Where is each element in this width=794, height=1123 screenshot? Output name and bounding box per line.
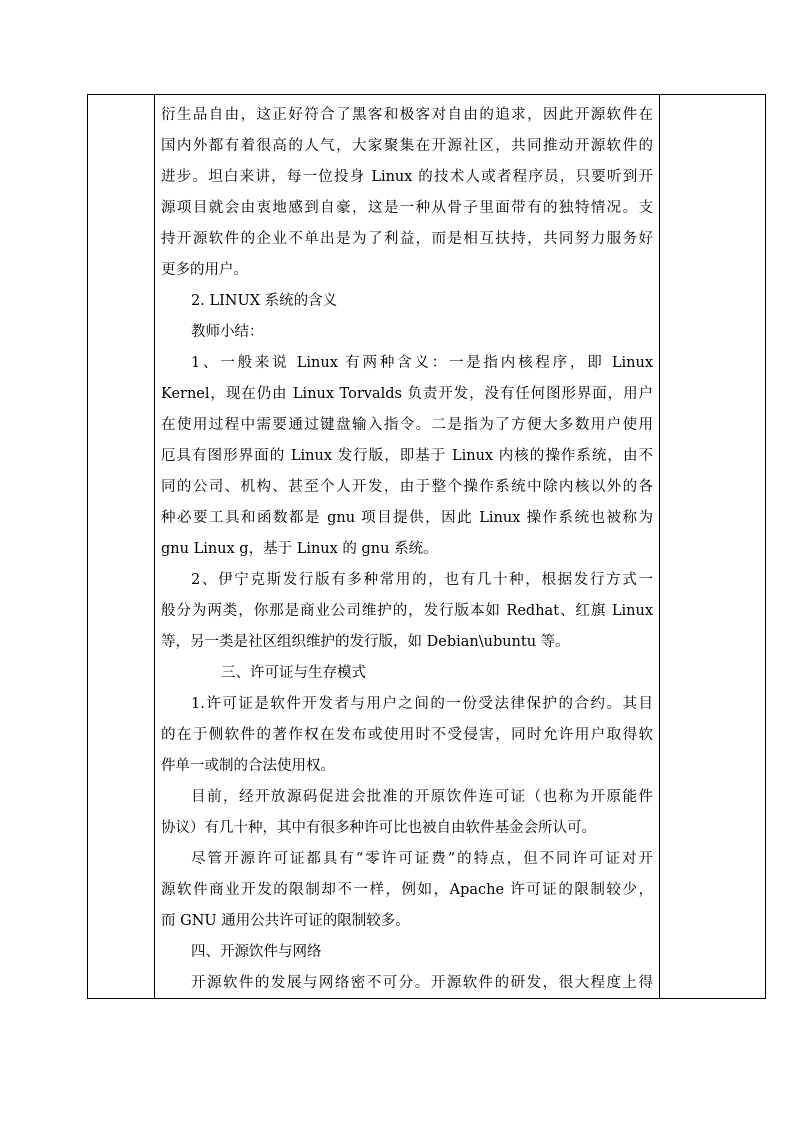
paragraph-line: 2、伊宁克斯发行版有多种常用的，也有几十种，根据发行方式一: [191, 572, 653, 588]
paragraph-line: 持开源软件的企业不单出是为了利益，而是相互扶持，共同努力服务好: [161, 231, 653, 247]
paragraph-line: 厄具有图形界面的 Linux 发行版，即基于 Linux 内核的操作系统，由不: [161, 448, 653, 464]
section-heading: 2. LINUX 系统的含义: [191, 293, 338, 309]
paragraph-line: 而 GNU 通用公共许可证的限制较多。: [161, 913, 410, 929]
paragraph-line: 源项目就会由衷地感到自豪，这是一种从骨子里面带有的独特情况。支: [161, 200, 653, 216]
paragraph-line: 衍生品自由，这正好符合了黑客和极客对自由的追求，因此开源软件在: [161, 107, 653, 123]
left-cell: [88, 95, 154, 998]
paragraph-line: 1.许可证是软件开发者与用户之间的一份受法律保护的合约。其目: [191, 696, 653, 712]
content-table: [87, 94, 766, 999]
paragraph-line: 等，另一类是社区组织维护的发行版，如 Debian\ubuntu 等。: [161, 634, 570, 650]
paragraph-line: 尽管开源许可证都具有“零许可证费”的特点，但不同许可证对开: [191, 851, 653, 867]
content-cell: [161, 95, 653, 999]
left-column-divider: [154, 95, 155, 998]
paragraph-line: 更多的用户。: [161, 262, 248, 278]
section-heading: 三、许可证与生存模式: [221, 665, 366, 681]
paragraph-line: 目前，经开放源码促进会批准的开原饮件连可证（也称为开原能件: [191, 789, 653, 805]
paragraph-line: 的在于侧软件的著作权在发布或使用时不受侵害，同时允许用户取得软: [161, 727, 653, 743]
paragraph-line: gnu Linux g，基于 Linux 的 gnu 系统。: [161, 541, 438, 557]
paragraph-line: 国内外都有着很高的人气，大家聚集在开源社区，共同推动开源软件的: [161, 138, 653, 154]
paragraph-line: 开源软件的发展与网络密不可分。开源软件的研发，很大程度上得: [191, 975, 653, 991]
paragraph-line: 同的公司、机构、甚至个人开发，由于整个操作系统中除内核以外的各: [161, 479, 653, 495]
paragraph-line: 进步。坦白来讲，每一位投身 Linux 的技术人或者程序员，只要听到开: [161, 169, 653, 185]
paragraph-line: 在使用过程中需要通过键盘输入指令。二是指为了方便大多数用户使用: [161, 417, 653, 433]
section-heading: 四、开源饮件与网络: [191, 944, 322, 960]
paragraph-line: 件单一或制的合法使用权。: [161, 758, 335, 774]
paragraph-line: 源软件商业开发的限制却不一样，例如，Apache 许可证的限制较少，: [161, 882, 653, 898]
paragraph-line: 种必要工具和函数都是 gnu 项目提供，因此 Linux 操作系统也被称为: [161, 510, 653, 526]
paragraph-line: 协议）有几十种，其中有很多种许可比也被自由软件基金会所认可。: [161, 820, 596, 836]
paragraph-line: 教师小结：: [191, 324, 264, 340]
paragraph-line: 1、一般来说 Linux 有两种含义：一是指内核程序，即 Linux: [191, 355, 653, 371]
right-cell: [660, 95, 765, 998]
paragraph-line: 般分为两类，你那是商业公司维护的，发行版本如 Redhat、红旗 Linux: [161, 603, 653, 619]
paragraph-line: Kernel，现在仍由 Linux Torvalds 负责开发，没有任何图形界面，用户: [161, 386, 653, 402]
